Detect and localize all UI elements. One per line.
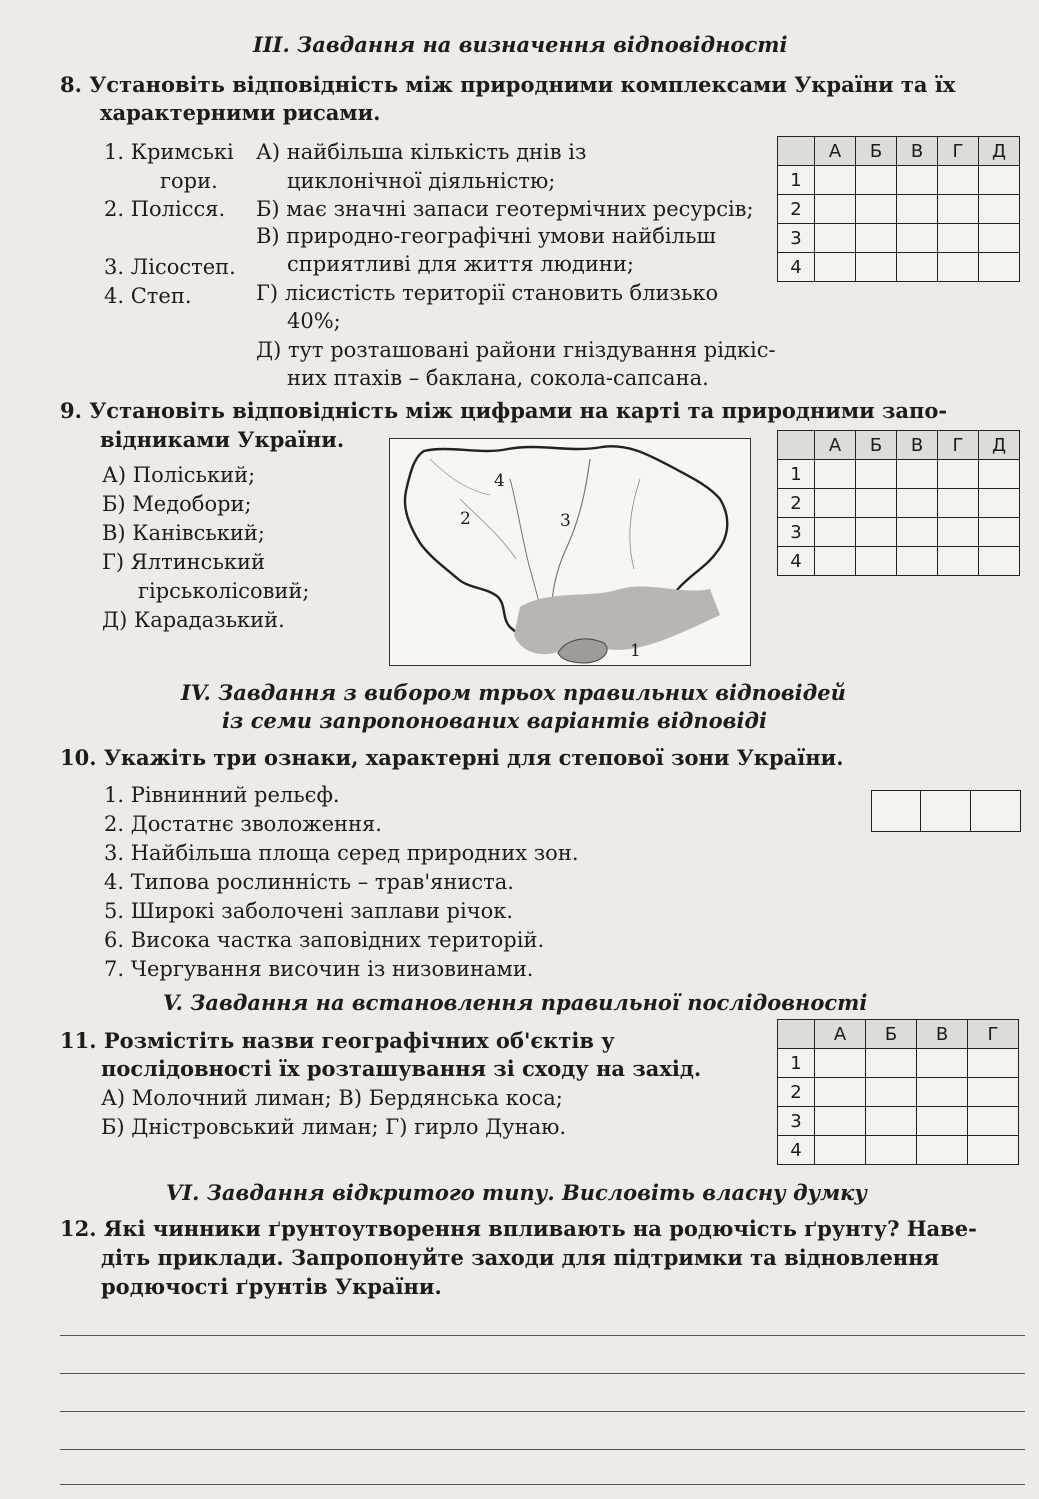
grid-row-header: 2 <box>778 195 815 224</box>
q8-right-c1: В) природно-географічні умови найбільш <box>256 224 716 248</box>
q8-title-line2: характерними рисами. <box>100 100 381 125</box>
answer-line[interactable] <box>60 1449 1025 1450</box>
q11-title-line2: послідовності їх розташування зі сходу на захід. <box>101 1056 702 1081</box>
q10-option-1: 1. Рівнинний рельєф. <box>104 783 340 807</box>
grid-col-header: Д <box>979 137 1020 166</box>
answer-cell[interactable] <box>897 518 938 547</box>
q9-answer-grid <box>777 430 1020 576</box>
grid-col-header: Б <box>866 1020 917 1049</box>
answer-cell[interactable] <box>938 224 979 253</box>
answer-cell[interactable] <box>979 518 1020 547</box>
section-5-title: V. Завдання на встановлення правильної послідовності <box>163 990 868 1015</box>
q8-left-1a: 1. Кримські <box>104 140 234 164</box>
q10-option-3: 3. Найбільша площа серед природних зон. <box>104 841 579 865</box>
answer-cell[interactable] <box>856 253 897 282</box>
grid-corner <box>778 1020 815 1049</box>
q8-right-d2: 40%; <box>287 309 341 333</box>
q9-item-a: А) Поліський; <box>102 463 256 487</box>
answer-cell[interactable] <box>917 1078 968 1107</box>
answer-cell[interactable] <box>815 489 856 518</box>
answer-cell[interactable] <box>897 547 938 576</box>
grid-corner <box>778 431 815 460</box>
section-4-title-line2: із семи запропонованих варіантів відповіді <box>222 708 768 733</box>
q8-right-c2: сприятливі для життя людини; <box>287 252 634 276</box>
answer-cell[interactable] <box>856 195 897 224</box>
grid-row-header: 4 <box>778 253 815 282</box>
answer-cell[interactable] <box>917 1107 968 1136</box>
answer-cell[interactable] <box>968 1107 1019 1136</box>
answer-cell[interactable] <box>815 1107 866 1136</box>
map-label-2: 2 <box>460 509 471 529</box>
answer-cell[interactable] <box>815 1136 866 1165</box>
q8-right-b: Б) має значні запаси геотермічних ресурсів; <box>256 197 754 221</box>
answer-cell[interactable] <box>897 224 938 253</box>
map-label-1: 1 <box>630 641 641 661</box>
q8-left-4: 4. Степ. <box>104 284 192 308</box>
q12-title-line2: діть приклади. Запропонуйте заходи для підтримки та відновлення <box>101 1245 940 1270</box>
answer-cell[interactable] <box>866 1136 917 1165</box>
q8-right-a2: циклонічної діяльністю; <box>287 169 556 193</box>
answer-cell[interactable] <box>938 547 979 576</box>
answer-cell[interactable] <box>897 195 938 224</box>
grid-col-header: Г <box>938 431 979 460</box>
answer-cell[interactable] <box>897 489 938 518</box>
answer-cell[interactable] <box>968 1136 1019 1165</box>
grid-row-header: 1 <box>778 460 815 489</box>
answer-cell[interactable] <box>897 166 938 195</box>
answer-cell[interactable] <box>897 253 938 282</box>
answer-cell[interactable] <box>979 224 1020 253</box>
grid-row-header: 4 <box>778 547 815 576</box>
q8-answer-grid <box>777 136 1020 282</box>
map-drawing <box>390 439 750 665</box>
q8-right-e1: Д) тут розташовані райони гніздування рідкіс- <box>256 338 776 362</box>
grid-col-header: В <box>917 1020 968 1049</box>
answer-line[interactable] <box>60 1335 1025 1336</box>
grid-row-header: 3 <box>778 224 815 253</box>
grid-row-header: 3 <box>778 518 815 547</box>
answer-cell[interactable] <box>938 166 979 195</box>
answer-cell[interactable] <box>938 518 979 547</box>
q9-item-b: Б) Медобори; <box>102 492 252 516</box>
grid-corner <box>778 137 815 166</box>
grid-col-header: А <box>815 137 856 166</box>
q11-options-line1: А) Молочний лиман; В) Бердянська коса; <box>101 1086 563 1110</box>
answer-cell[interactable] <box>856 547 897 576</box>
q10-option-6: 6. Висока частка заповідних територій. <box>104 928 545 952</box>
grid-row-header: 2 <box>778 489 815 518</box>
answer-cell[interactable] <box>968 1049 1019 1078</box>
answer-cell[interactable] <box>815 547 856 576</box>
answer-line[interactable] <box>60 1373 1025 1374</box>
q10-option-2: 2. Достатнє зволоження. <box>104 812 382 836</box>
answer-cell[interactable] <box>866 1107 917 1136</box>
grid-row-header: 2 <box>778 1078 815 1107</box>
answer-cell[interactable] <box>938 195 979 224</box>
grid-col-header: Б <box>856 431 897 460</box>
answer-box[interactable] <box>871 790 922 832</box>
q10-option-7: 7. Чергування височин із низовинами. <box>104 957 534 981</box>
answer-cell[interactable] <box>979 253 1020 282</box>
q8-left-2: 2. Полісся. <box>104 197 226 221</box>
q8-left-1b: гори. <box>160 169 218 193</box>
answer-cell[interactable] <box>815 1049 866 1078</box>
grid-row-header: 4 <box>778 1136 815 1165</box>
q10-answer-boxes <box>872 790 1021 832</box>
answer-cell[interactable] <box>815 253 856 282</box>
q10-option-5: 5. Широкі заболочені заплави річок. <box>104 899 514 923</box>
answer-cell[interactable] <box>938 460 979 489</box>
answer-box[interactable] <box>920 790 971 832</box>
grid-col-header: Г <box>968 1020 1019 1049</box>
answer-cell[interactable] <box>917 1049 968 1078</box>
answer-cell[interactable] <box>815 224 856 253</box>
grid-col-header: Д <box>979 431 1020 460</box>
answer-cell[interactable] <box>979 195 1020 224</box>
q9-item-e: Д) Карадазький. <box>102 608 285 632</box>
grid-col-header: Г <box>938 137 979 166</box>
grid-col-header: А <box>815 1020 866 1049</box>
q11-title-line1: 11. Розмістіть назви географічних об'єктів у <box>60 1028 615 1053</box>
answer-cell[interactable] <box>979 460 1020 489</box>
answer-cell[interactable] <box>815 195 856 224</box>
answer-cell[interactable] <box>815 1078 866 1107</box>
grid-row-header: 1 <box>778 166 815 195</box>
grid-col-header: В <box>897 137 938 166</box>
grid-row-header: 1 <box>778 1049 815 1078</box>
answer-cell[interactable] <box>815 518 856 547</box>
q10-title: 10. Укажіть три ознаки, характерні для степової зони України. <box>60 745 844 770</box>
map-label-4: 4 <box>494 471 505 491</box>
answer-line[interactable] <box>60 1411 1025 1412</box>
section-6-title: VI. Завдання відкритого типу. Висловіть власну думку <box>166 1180 867 1205</box>
answer-box[interactable] <box>970 790 1021 832</box>
ukraine-map <box>389 438 751 666</box>
q12-title-line1: 12. Які чинники ґрунтоутворення впливають на родючість ґрунту? Наве- <box>60 1216 977 1241</box>
answer-cell[interactable] <box>856 489 897 518</box>
section-4-title-line1: IV. Завдання з вибором трьох правильних відповідей <box>181 680 846 705</box>
answer-cell[interactable] <box>938 489 979 518</box>
answer-cell[interactable] <box>815 166 856 195</box>
answer-cell[interactable] <box>979 166 1020 195</box>
answer-cell[interactable] <box>815 460 856 489</box>
q9-title-line1: 9. Установіть відповідність між цифрами на карті та природними запо- <box>60 398 948 423</box>
answer-cell[interactable] <box>917 1136 968 1165</box>
q9-item-c: В) Канівський; <box>102 521 265 545</box>
answer-cell[interactable] <box>866 1049 917 1078</box>
grid-col-header: В <box>897 431 938 460</box>
q8-right-e2: них птахів – баклана, сокола-сапсана. <box>287 366 709 390</box>
map-label-3: 3 <box>560 511 571 531</box>
q8-title-line1: 8. Установіть відповідність між природними комплексами України та їх <box>60 72 956 97</box>
q11-answer-grid <box>777 1019 1019 1165</box>
q10-option-4: 4. Типова рослинність – трав'яниста. <box>104 870 514 894</box>
q9-title-line2: відниками України. <box>100 427 345 452</box>
answer-line[interactable] <box>60 1484 1025 1485</box>
answer-cell[interactable] <box>897 460 938 489</box>
section-3-title: III. Завдання на визначення відповідності <box>253 32 788 57</box>
q8-right-a1: А) найбільша кількість днів із <box>256 140 587 164</box>
grid-col-header: А <box>815 431 856 460</box>
answer-cell[interactable] <box>856 224 897 253</box>
q12-title-line3: родючості ґрунтів України. <box>101 1274 442 1299</box>
answer-cell[interactable] <box>856 166 897 195</box>
answer-cell[interactable] <box>968 1078 1019 1107</box>
answer-cell[interactable] <box>856 460 897 489</box>
grid-row-header: 3 <box>778 1107 815 1136</box>
q11-options-line2: Б) Дністровський лиман; Г) гирло Дунаю. <box>101 1115 567 1139</box>
answer-cell[interactable] <box>866 1078 917 1107</box>
answer-cell[interactable] <box>979 547 1020 576</box>
grid-col-header: Б <box>856 137 897 166</box>
q8-right-d1: Г) лісистість території становить близько <box>256 281 719 305</box>
q9-item-d1: Г) Ялтинський <box>102 550 265 574</box>
q9-item-d2: гірськолісовий; <box>138 579 310 603</box>
answer-cell[interactable] <box>938 253 979 282</box>
q8-left-3: 3. Лісостеп. <box>104 255 236 279</box>
answer-cell[interactable] <box>856 518 897 547</box>
answer-cell[interactable] <box>979 489 1020 518</box>
